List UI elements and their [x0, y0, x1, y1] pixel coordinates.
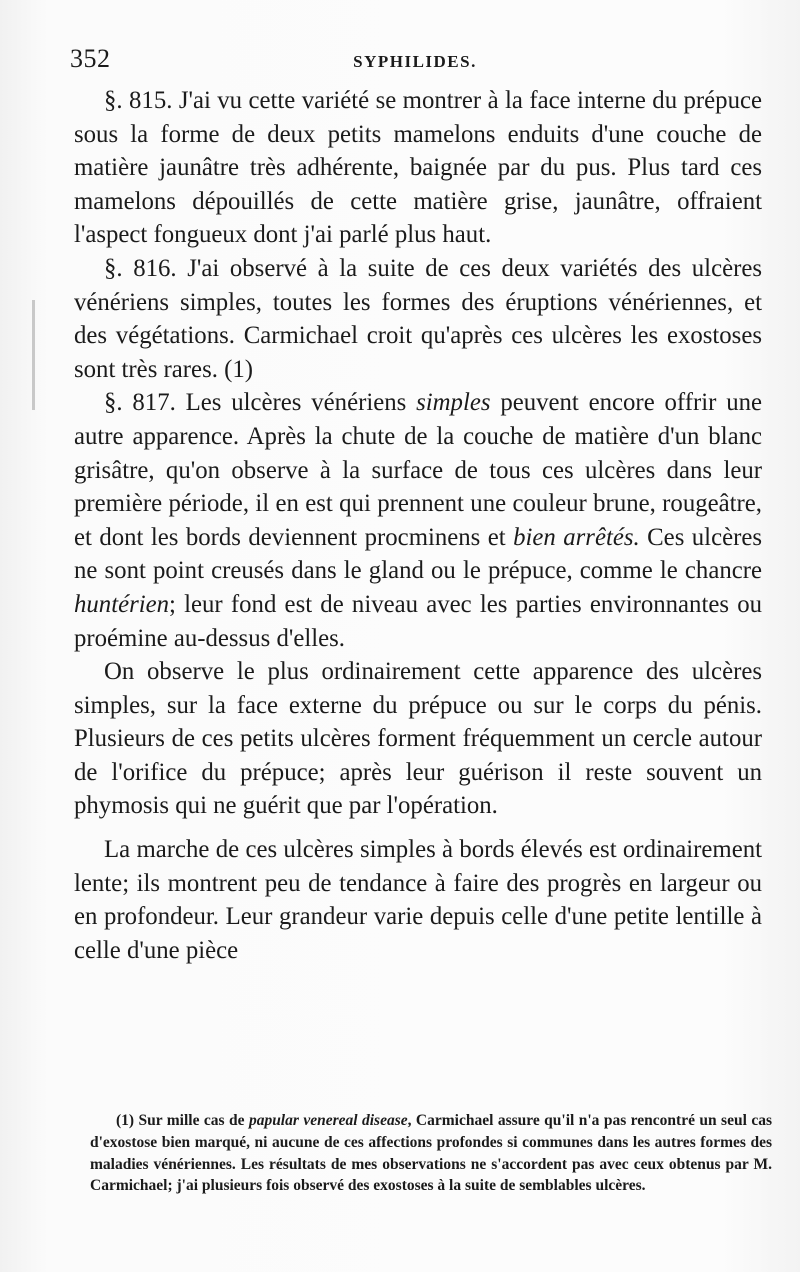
footnote: [90, 1110, 772, 1197]
paragraph-816-text: §. 816. J'ai observé à la suite de ces deux variétés des ulcères vénériens simples, toutes les formes des éruptions vénériennes, et des végétations. Carmichael croit qu'après ces ulcères les exostoses sont très rares.: [74, 254, 762, 383]
page-number: 352: [70, 44, 111, 73]
paragraph-817-part1: §. 817. Les ulcères vénériens: [104, 389, 417, 417]
paragraph-817-em3: huntérien: [74, 590, 170, 618]
paragraph-817-em1: simples: [416, 389, 491, 417]
running-title: SYPHILIDES.: [353, 52, 477, 71]
paragraph-marche: La marche de ces ulcères simples à bords élevés est ordinairement lente; ils montrent peu de tendance à faire des progrès en largeur ou en profondeur. Leur grandeur varie depuis celle d'une petite lentille à celle d'une pièce: [74, 836, 762, 964]
paragraph-817-part2: peuvent encore offrir une autre apparence. Après la chute de la couche de matière d'un blanc grisâtre, qu'on observe à la surface de tous ces ulcères dans leur première période, il en est qui prennent une couleur brune, rougeâtre, et dont les bords deviennent procminens et: [74, 389, 762, 551]
footnote-em: papular venereal disease: [248, 1112, 408, 1129]
paragraph-815: §. 815. J'ai vu cette variété se montrer à la face interne du prépuce sous la forme de deux petits mamelons enduits d'une couche de matière jaunâtre très adhérente, baignée par du pus. Plus tard ces mamelons dépouillés de cette matière grise, jaunâtre, offraient l'aspect fongueux dont j'ai parlé plus haut.: [74, 87, 762, 249]
footnote-part1: (1) Sur mille cas de: [116, 1112, 249, 1129]
footnote-reference: (1): [224, 355, 254, 383]
paragraph-observe: On observe le plus ordinairement cette apparence des ulcères simples, sur la face externe du prépuce ou sur le corps du pénis. Plusieurs de ces petits ulcères forment fréquemment un cercle autour de l'orifice du prépuce; après leur guérison il reste souvent un phymosis qui ne guérit que par l'opération.: [74, 658, 762, 820]
main-text: [74, 84, 762, 967]
paragraph-817-em2: bien arrêtés.: [513, 523, 640, 551]
paragraph-816: [74, 252, 762, 386]
paragraph-817-part4: ; leur fond est de niveau avec les parties environnantes ou proémine au-dessus d'elles.: [74, 590, 762, 652]
paragraph-817: [74, 386, 762, 655]
page-header: [70, 40, 760, 82]
paragraph-817-part3: Ces ulcères ne sont point creusés dans le gland ou le prépuce, comme le chancre: [74, 523, 762, 585]
footnote-part2: , Carmichael assure qu'il n'a pas rencontré un seul cas d'exostose bien marqué, ni aucune de ces affections profondes si communes dans les autres formes des maladies vénériennes. Les résultats de mes observations ne s'accordent pas avec ceux obtenus par M. Carmichael; j'ai plusieurs fois observé des exostoses à la suite de semblables ulcères.: [90, 1112, 772, 1195]
margin-mark: [32, 300, 35, 410]
